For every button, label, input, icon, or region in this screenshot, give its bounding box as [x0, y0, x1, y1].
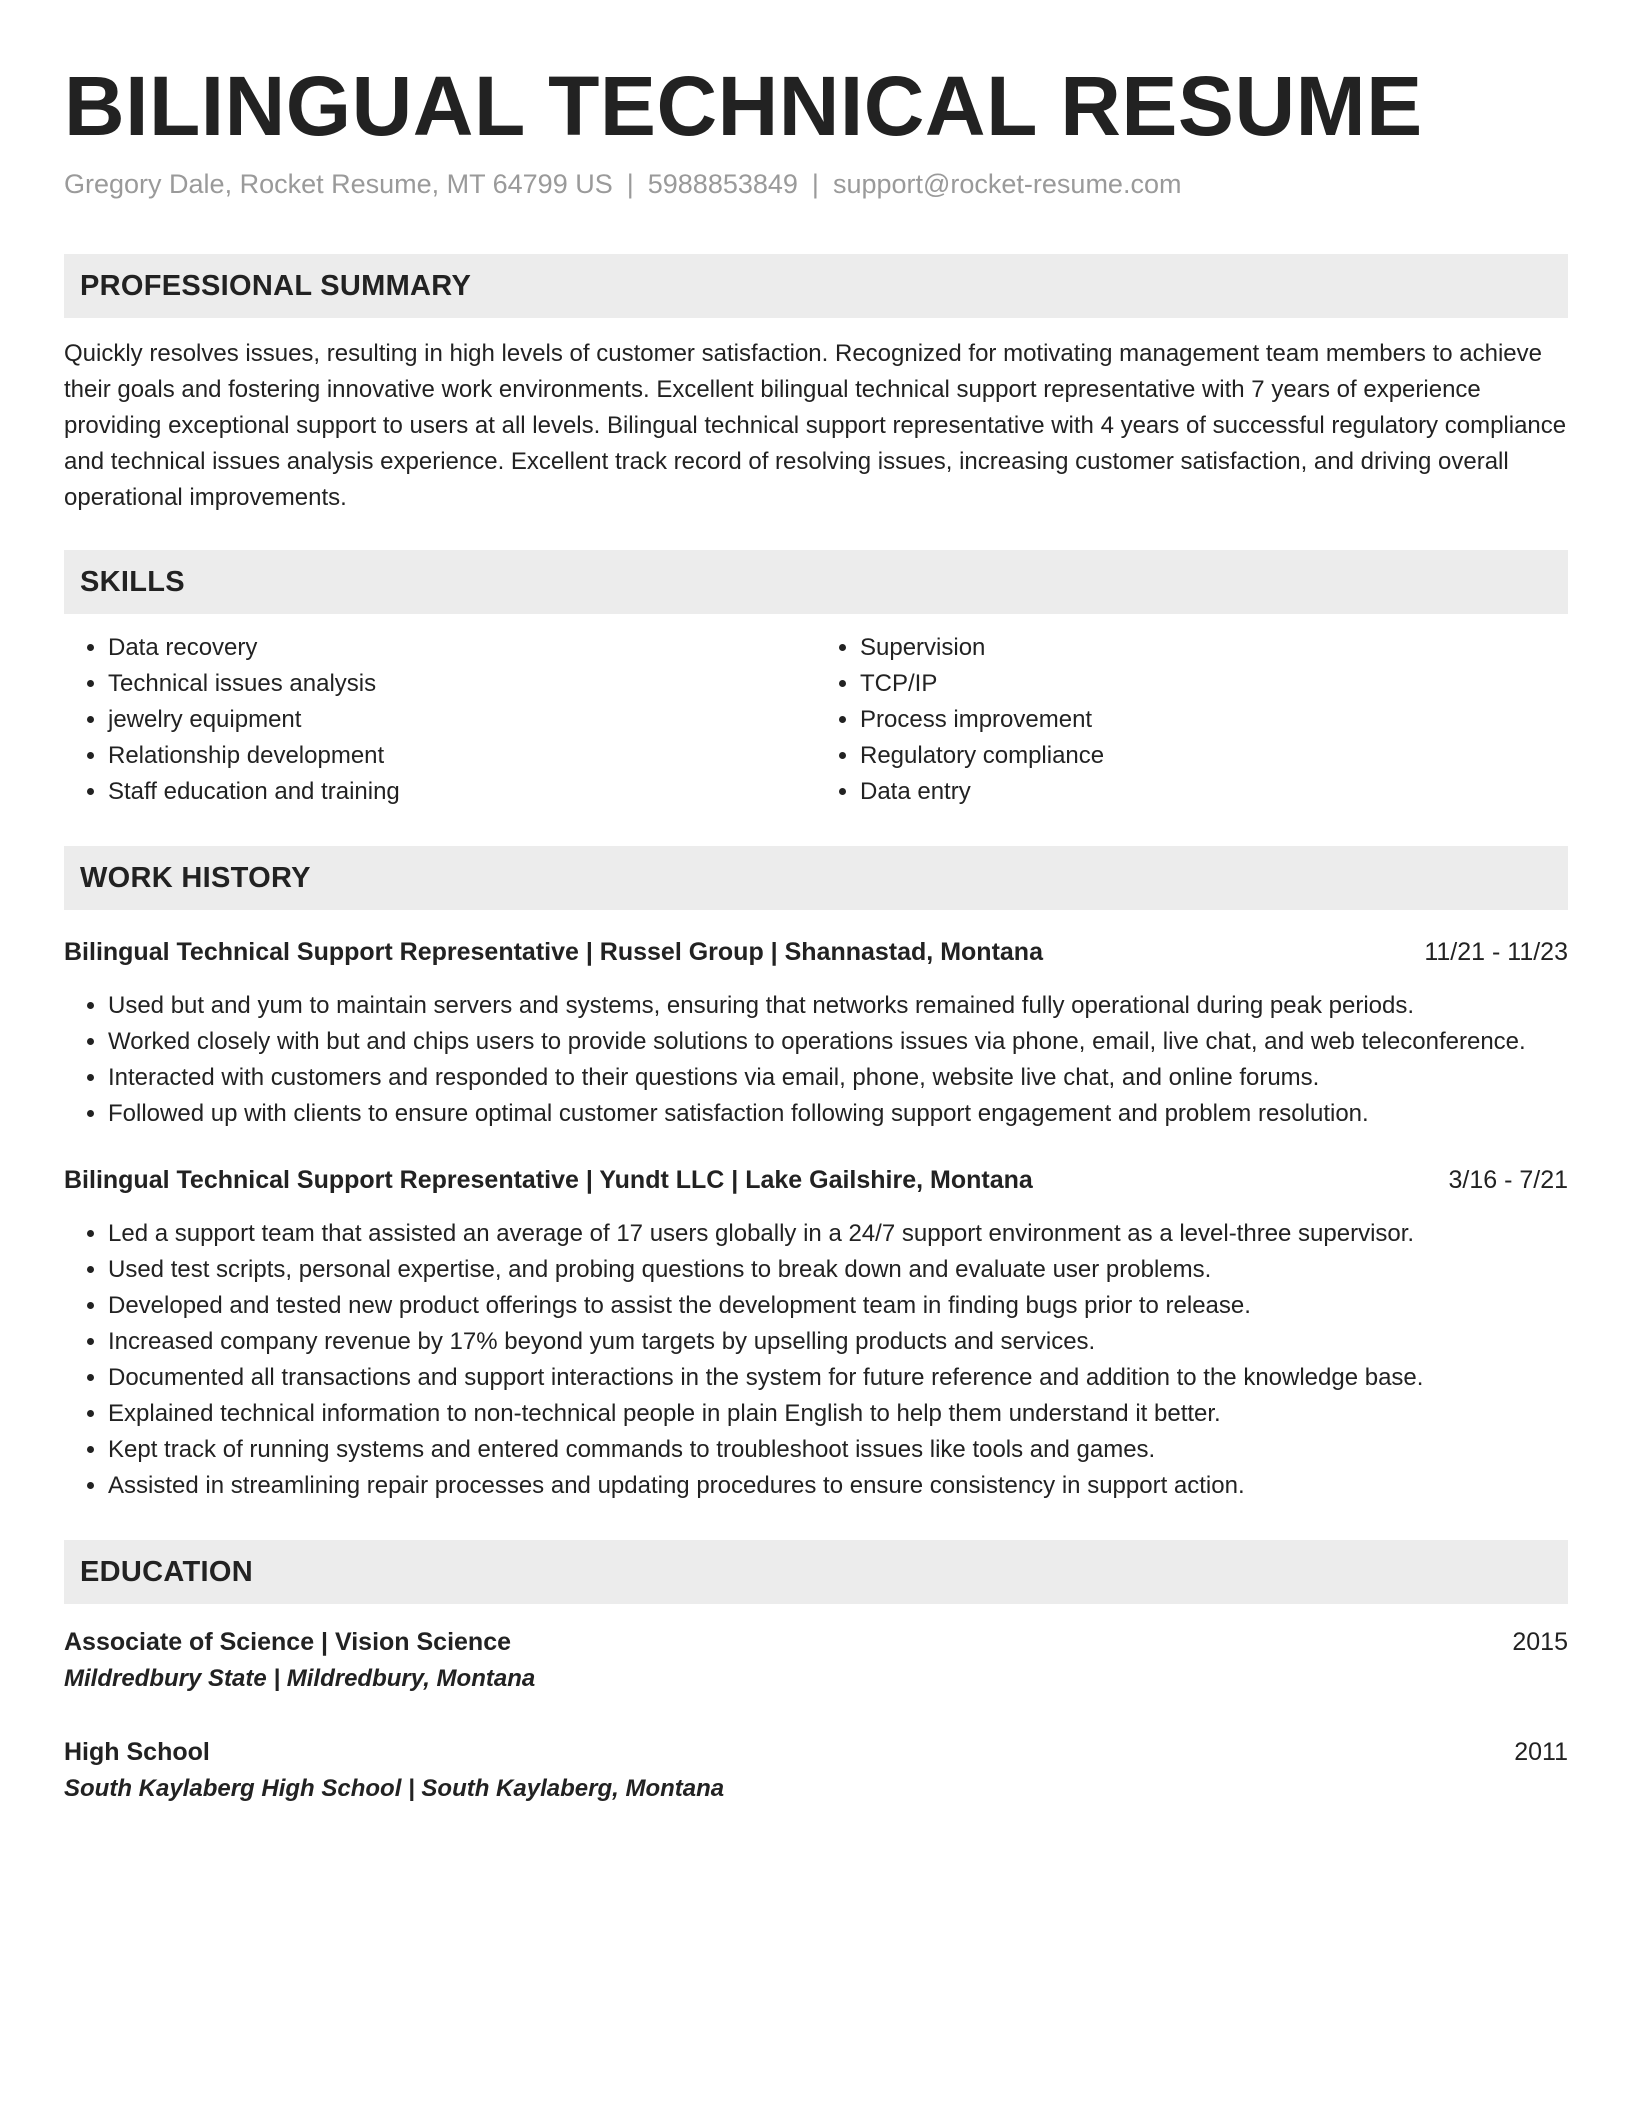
- job-bullet: • Interacted with customers and responded to their questions via email, phone, website live chat, and online forums.: [108, 1060, 1568, 1096]
- education-heading: EDUCATION: [64, 1540, 1568, 1604]
- job-entry: [64, 934, 1568, 1132]
- job-title: Bilingual Technical Support Representative | Yundt LLC | Lake Gailshire, Montana: [64, 1166, 1033, 1194]
- job-bullet: • Worked closely with but and chips users to provide solutions to operations issues via phone, email, live chat, and web teleconference.: [108, 1024, 1568, 1060]
- job-bullets: [64, 1216, 1568, 1504]
- education-entry: [64, 1734, 1568, 1808]
- job-bullet: • Assisted in streamlining repair processes and updating procedures to ensure consistency in support action.: [108, 1468, 1568, 1504]
- contact-address: Gregory Dale, Rocket Resume, MT 64799 US: [64, 169, 613, 199]
- job-bullet: • Explained technical information to non-technical people in plain English to help them understand it better.: [108, 1396, 1568, 1432]
- job-bullet: • Increased company revenue by 17% beyond yum targets by upselling products and services.: [108, 1324, 1568, 1360]
- education-header: [64, 1734, 1568, 1770]
- skills-column-right: [816, 630, 1568, 810]
- job-header: [64, 934, 1568, 970]
- skill-item: • Regulatory compliance: [860, 738, 1568, 774]
- education-school: Mildredbury State | Mildredbury, Montana: [64, 1665, 536, 1692]
- skills-heading: SKILLS: [64, 550, 1568, 614]
- education-year: 2015: [1512, 1628, 1568, 1656]
- job-dates: 11/21 - 11/23: [1424, 938, 1568, 966]
- contact-email: support@rocket-resume.com: [832, 169, 1182, 199]
- summary-text: Quickly resolves issues, resulting in high levels of customer satisfaction. Recognized for motivating management team members to achieve their goals and fostering innovative work environments. Excellent bilingual technical support representative with 7 years of experience providing exceptional support to users at all levels. Bilingual technical support representative with 4 years of successful regulatory compliance and technical issues analysis experience. Excellent track record of resolving issues, increasing customer satisfaction, and driving overall operational improvements.: [64, 340, 1567, 511]
- skills-list: [64, 630, 1568, 810]
- job-bullet: • Used test scripts, personal expertise, and probing questions to break down and evaluate user problems.: [108, 1252, 1568, 1288]
- job-entry: [64, 1162, 1568, 1504]
- skill-item: • jewelry equipment: [108, 702, 816, 738]
- education-year: 2011: [1514, 1738, 1568, 1766]
- contact-phone: 5988853849: [647, 169, 798, 199]
- resume-title: BILINGUAL TECHNICAL RESUME: [64, 59, 1423, 153]
- skill-item: • Technical issues analysis: [108, 666, 816, 702]
- job-bullet: • Led a support team that assisted an average of 17 users globally in a 24/7 support environment as a level-three supervisor.: [108, 1216, 1568, 1252]
- work-history-heading: WORK HISTORY: [64, 846, 1568, 910]
- job-title: Bilingual Technical Support Representative | Russel Group | Shannastad, Montana: [64, 938, 1043, 966]
- education-degree: High School: [64, 1738, 210, 1766]
- summary-heading: PROFESSIONAL SUMMARY: [64, 254, 1568, 318]
- job-bullet: • Kept track of running systems and entered commands to troubleshoot issues like tools and games.: [108, 1432, 1568, 1468]
- job-dates: 3/16 - 7/21: [1448, 1166, 1568, 1194]
- job-bullet: • Followed up with clients to ensure optimal customer satisfaction following support engagement and problem resolution.: [108, 1096, 1568, 1132]
- skills-column-left: [64, 630, 816, 810]
- job-bullet: • Developed and tested new product offerings to assist the development team in finding bugs prior to release.: [108, 1288, 1568, 1324]
- skill-item: • Supervision: [860, 630, 1568, 666]
- education-degree: Associate of Science | Vision Science: [64, 1628, 512, 1656]
- education-school: South Kaylaberg High School | South Kaylaberg, Montana: [64, 1775, 725, 1802]
- skill-item: • Staff education and training: [108, 774, 816, 810]
- skill-item: • Relationship development: [108, 738, 816, 774]
- contact-line: [64, 166, 1568, 202]
- education-header: [64, 1624, 1568, 1660]
- skill-item: • Data recovery: [108, 630, 816, 666]
- job-bullets: [64, 988, 1568, 1132]
- job-bullet: • Documented all transactions and support interactions in the system for future reference and addition to the knowledge base.: [108, 1360, 1568, 1396]
- job-header: [64, 1162, 1568, 1198]
- education-entry: [64, 1624, 1568, 1698]
- job-bullet: • Used but and yum to maintain servers and systems, ensuring that networks remained fully operational during peak periods.: [108, 988, 1568, 1024]
- skill-item: • Process improvement: [860, 702, 1568, 738]
- contact-separator: |: [626, 169, 634, 199]
- contact-separator: |: [811, 169, 819, 199]
- skill-item: • Data entry: [860, 774, 1568, 810]
- skill-item: • TCP/IP: [860, 666, 1568, 702]
